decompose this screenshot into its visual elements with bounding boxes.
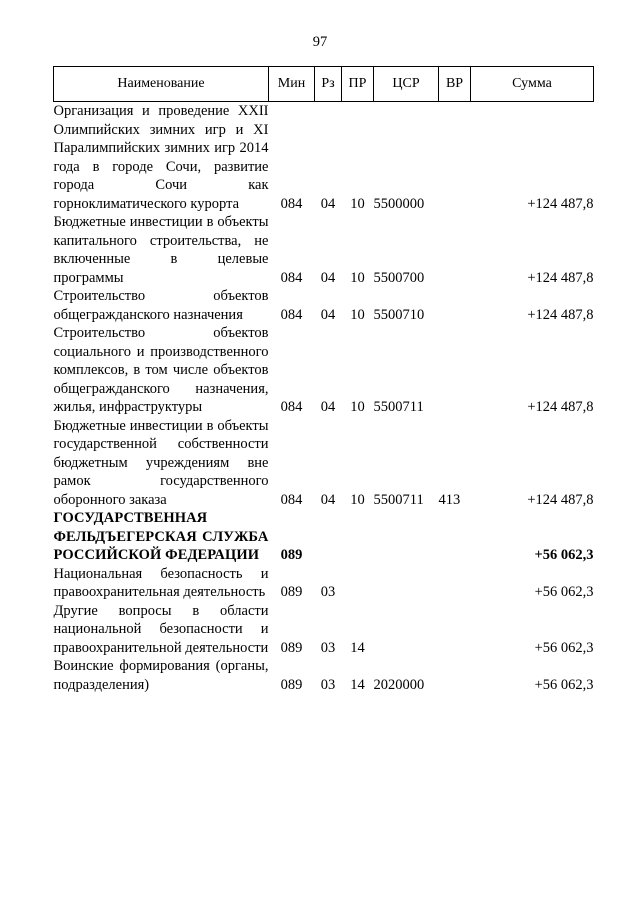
header-sum: Сумма [471,67,594,102]
row-name-cell [54,102,269,214]
budget-table [53,66,594,694]
page-number: 97 [312,34,328,50]
header-min: Мин [269,67,315,102]
table-row [54,102,594,214]
row-csr: 5500711 [373,491,424,508]
row-name-cell [54,417,269,510]
row-sum: +124 487,8 [527,306,594,323]
table-row [54,565,594,602]
row-rz: 04 [320,195,336,212]
table-row [54,602,594,658]
row-sum: +56 062,3 [534,547,594,563]
row-name: ГОСУДАРСТВЕННАЯ ФЕЛЬДЪЕГЕРСКАЯ СЛУЖБА РОССИЙСКОЙ ФЕДЕРАЦИИ [53,510,269,563]
row-rz: 04 [320,399,336,415]
row-rz: 03 [320,584,336,600]
row-name: Бюджетные инвестиции в объекты государственной собственности бюджетным учреждениям вне рамок государственного оборонного заказа [53,417,269,508]
row-name: Бюджетные инвестиции в объекты капитального строительства, не включенные в целевые программы [53,214,269,286]
row-name: Строительство объектов общегражданского назначения [53,288,269,323]
row-name-cell [54,213,269,287]
row-sum: +56 062,3 [534,676,594,693]
row-vr [439,287,471,324]
row-pr: 14 [350,676,365,693]
row-name-cell [54,509,269,565]
row-rz: 03 [320,676,336,693]
row-csr: 5500700 [373,269,425,286]
row-sum: +124 487,8 [527,269,594,286]
row-min: 084 [280,491,303,508]
row-name-cell [54,565,269,602]
table-row [54,287,594,324]
row-min: 089 [280,547,303,563]
row-csr [374,565,439,602]
row-vr [439,102,471,214]
row-min: 089 [280,676,303,693]
row-rz: 04 [320,491,336,508]
row-csr: 2020000 [373,676,425,693]
row-sum: +124 487,8 [527,195,594,212]
row-min: 089 [280,584,303,600]
row-csr: 5500000 [373,195,425,212]
row-vr [439,213,471,287]
row-vr [439,602,471,658]
row-name-cell [54,602,269,658]
header-rz: Рз [315,67,342,102]
row-name-cell [54,324,269,417]
row-pr: 10 [350,491,365,508]
table-row [54,213,594,287]
row-name: Организация и проведение XXII Олимпийских зимних игр и XI Паралимпийских зимних игр 2014 года в городе Сочи, развитие города Сочи как горноклиматического курорта [53,103,269,212]
row-name-cell [54,287,269,324]
row-pr: 10 [350,195,365,212]
row-name: Национальная безопасность и правоохранительная деятельность [53,565,269,600]
row-rz [315,509,342,565]
row-name: Воинские формирования (органы, подразделения) [53,658,269,693]
row-min: 084 [280,399,303,415]
row-pr: 10 [350,269,365,286]
table-row [54,324,594,417]
row-min: 084 [280,195,303,212]
row-vr [439,565,471,602]
row-csr [374,509,439,565]
row-pr: 14 [350,639,365,656]
header-vr: ВР [439,67,471,102]
row-pr [342,509,374,565]
row-rz: 04 [320,269,336,286]
row-vr [439,509,471,565]
row-pr [342,565,374,602]
row-vr [439,324,471,417]
row-rz: 03 [320,639,336,656]
row-csr [374,602,439,658]
row-min: 084 [280,306,303,323]
row-vr: 413 [438,491,461,508]
row-min: 089 [280,639,303,656]
row-name: Строительство объектов социального и производственного комплексов, в том числе объектов общегражданского назначения, жилья, инфраструктуры [53,325,269,415]
row-csr: 5500711 [373,399,424,415]
row-vr [439,657,471,694]
table-row [54,657,594,694]
row-sum: +56 062,3 [534,584,594,600]
row-pr: 10 [350,399,365,415]
row-name: Другие вопросы в области национальной безопасности и правоохранительной деятельности [53,602,269,656]
row-pr: 10 [350,306,365,323]
row-name-cell [54,657,269,694]
header-csr: ЦСР [374,67,439,102]
row-sum: +124 487,8 [527,399,594,415]
header-name: Наименование [54,67,269,102]
table-row [54,417,594,510]
row-min: 084 [280,269,303,286]
header-pr: ПР [342,67,374,102]
row-csr: 5500710 [373,306,425,323]
row-sum: +56 062,3 [534,639,594,656]
table-header-row [54,67,594,102]
row-sum: +124 487,8 [527,491,594,508]
row-rz: 04 [320,306,336,323]
table-row-section [54,509,594,565]
